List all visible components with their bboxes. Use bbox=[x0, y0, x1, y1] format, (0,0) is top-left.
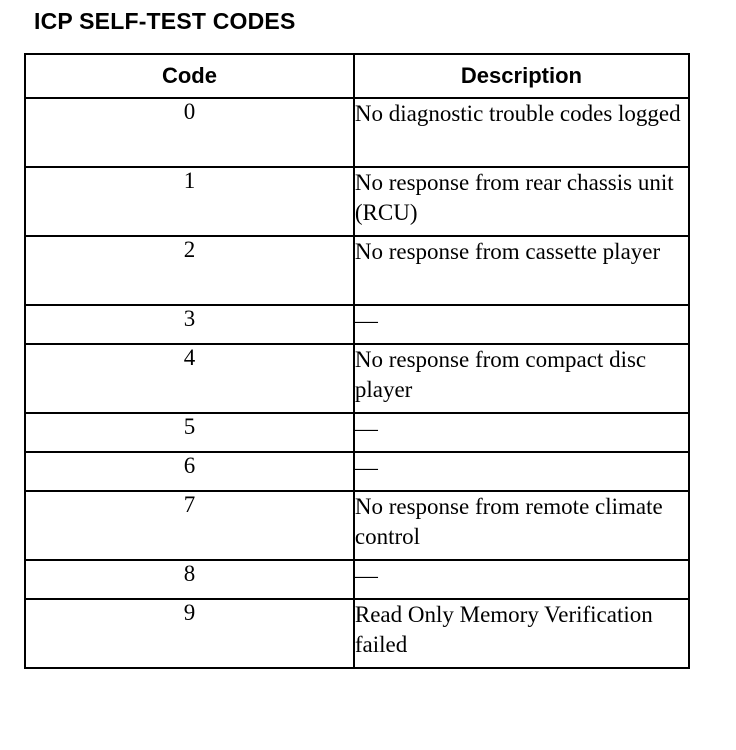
table-header-row bbox=[25, 54, 689, 98]
table-row bbox=[25, 98, 689, 167]
table-row bbox=[25, 491, 689, 560]
column-header-description: Description bbox=[354, 54, 689, 98]
table-row bbox=[25, 344, 689, 413]
code-cell: 7 bbox=[25, 491, 354, 560]
description-cell: No response from compact disc player bbox=[354, 344, 689, 413]
table-row bbox=[25, 560, 689, 599]
description-cell: — bbox=[354, 413, 689, 452]
description-cell: No response from remote climate control bbox=[354, 491, 689, 560]
code-cell: 9 bbox=[25, 599, 354, 668]
description-cell: — bbox=[354, 452, 689, 491]
table-row bbox=[25, 167, 689, 236]
description-cell: No response from rear chassis unit (RCU) bbox=[354, 167, 689, 236]
code-cell: 6 bbox=[25, 452, 354, 491]
description-cell: — bbox=[354, 305, 689, 344]
table-row bbox=[25, 452, 689, 491]
description-cell: — bbox=[354, 560, 689, 599]
code-cell: 2 bbox=[25, 236, 354, 305]
description-cell: No response from cassette player bbox=[354, 236, 689, 305]
self-test-codes-table bbox=[24, 53, 690, 669]
code-cell: 3 bbox=[25, 305, 354, 344]
table-row bbox=[25, 413, 689, 452]
description-cell: Read Only Memory Verification failed bbox=[354, 599, 689, 668]
table-row bbox=[25, 236, 689, 305]
column-header-code: Code bbox=[25, 54, 354, 98]
code-cell: 4 bbox=[25, 344, 354, 413]
code-cell: 8 bbox=[25, 560, 354, 599]
table-row bbox=[25, 305, 689, 344]
table-row bbox=[25, 599, 689, 668]
description-cell: No diagnostic trouble codes logged bbox=[354, 98, 689, 167]
code-cell: 1 bbox=[25, 167, 354, 236]
code-cell: 0 bbox=[25, 98, 354, 167]
code-cell: 5 bbox=[25, 413, 354, 452]
page-title: ICP SELF-TEST CODES bbox=[34, 8, 296, 34]
